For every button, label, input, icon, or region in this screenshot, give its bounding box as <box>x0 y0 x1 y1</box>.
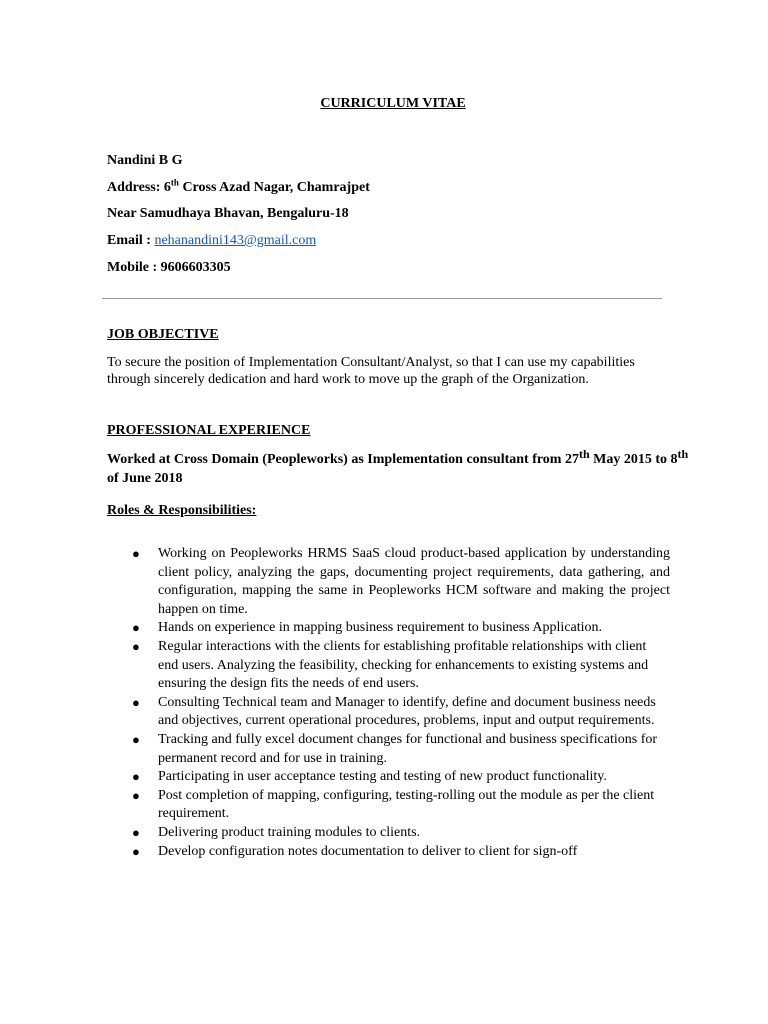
list-item-text: Develop configuration notes documentation to deliver to client for sign-off <box>158 843 578 859</box>
bullet-icon: ● <box>132 638 140 654</box>
position-text-part3: of June 2018 <box>107 471 183 486</box>
list-item <box>130 694 670 731</box>
address-rest: Cross Azad Nagar, Chamrajpet <box>178 179 370 195</box>
contact-block <box>107 152 370 285</box>
list-item <box>130 731 670 768</box>
list-item-text: Participating in user acceptance testing and testing of new product functionality. <box>158 769 607 785</box>
list-item-text: Consulting Technical team and Manager to identify, define and document business needs and objectives, current operational procedures, problems, input and output requirements. <box>158 694 656 729</box>
bullet-icon: ● <box>132 694 140 710</box>
bullet-icon: ● <box>132 769 140 785</box>
bullet-icon: ● <box>132 824 140 840</box>
list-item <box>130 843 670 862</box>
position-text-part2: May 2015 to 8 <box>589 452 678 467</box>
list-item-text: Tracking and fully excel document changes for functional and business specifications for permanent record and for use in training. <box>158 731 658 766</box>
email-line <box>107 232 370 259</box>
email-label: Email : <box>107 233 155 249</box>
list-item-text: Post completion of mapping, configuring, testing-rolling out the module as per the client requirement. <box>158 787 655 822</box>
address-line-1 <box>107 179 370 206</box>
list-item-text: Regular interactions with the clients for establishing profitable relationships with client end users. Analyzing the feasibility, checking for enhancements to existing systems and ensuring the design fits the needs of end users. <box>158 638 649 692</box>
document-title: CURRICULUM VITAE <box>320 96 466 111</box>
position-text-part1: Worked at Cross Domain (Peopleworks) as Implementation consultant from 27 <box>107 452 579 467</box>
horizontal-divider <box>102 298 662 299</box>
list-item-text: Delivering product training modules to clients. <box>158 824 421 840</box>
responsibilities-list <box>130 545 670 861</box>
address-ordinal-suffix: th <box>170 177 179 188</box>
bullet-icon: ● <box>132 546 140 561</box>
address-line-2: Near Samudhaya Bhavan, Bengaluru-18 <box>107 206 349 222</box>
experience-position <box>107 447 707 488</box>
list-item <box>130 545 670 619</box>
professional-experience-heading: PROFESSIONAL EXPERIENCE <box>107 423 311 438</box>
candidate-name: Nandini B G <box>107 153 183 168</box>
job-objective-heading: JOB OBJECTIVE <box>107 327 219 342</box>
mobile-line: Mobile : 9606603305 <box>107 259 231 275</box>
position-end-ordinal: th <box>677 447 689 461</box>
position-start-ordinal: th <box>578 447 590 461</box>
bullet-icon: ● <box>132 620 140 636</box>
email-link[interactable]: nehanandini143@gmail.com <box>154 233 317 249</box>
roles-heading: Roles & Responsibilities: <box>107 503 257 518</box>
list-item <box>130 824 670 843</box>
job-objective-text: To secure the position of Implementation Consultant/Analyst, so that I can use my capabilities through sincerely dedication and hard work to move up the graph of the Organization. <box>107 355 635 387</box>
list-item-text: Working on Peopleworks HRMS SaaS cloud product-based application by understanding client policy, analyzing the gaps, documenting project requirements, data gathering, and configuration, mapping the same in Peopleworks HCM software and making the project happen on time. <box>158 546 670 617</box>
bullet-icon: ● <box>132 787 140 803</box>
list-item <box>130 638 670 694</box>
address-prefix: Address: 6 <box>107 179 171 195</box>
list-item-text: Hands on experience in mapping business requirement to business Application. <box>158 620 603 636</box>
list-item <box>130 787 670 824</box>
list-item <box>130 768 670 787</box>
bullet-icon: ● <box>132 843 140 859</box>
bullet-icon: ● <box>132 731 140 747</box>
list-item <box>130 619 670 638</box>
